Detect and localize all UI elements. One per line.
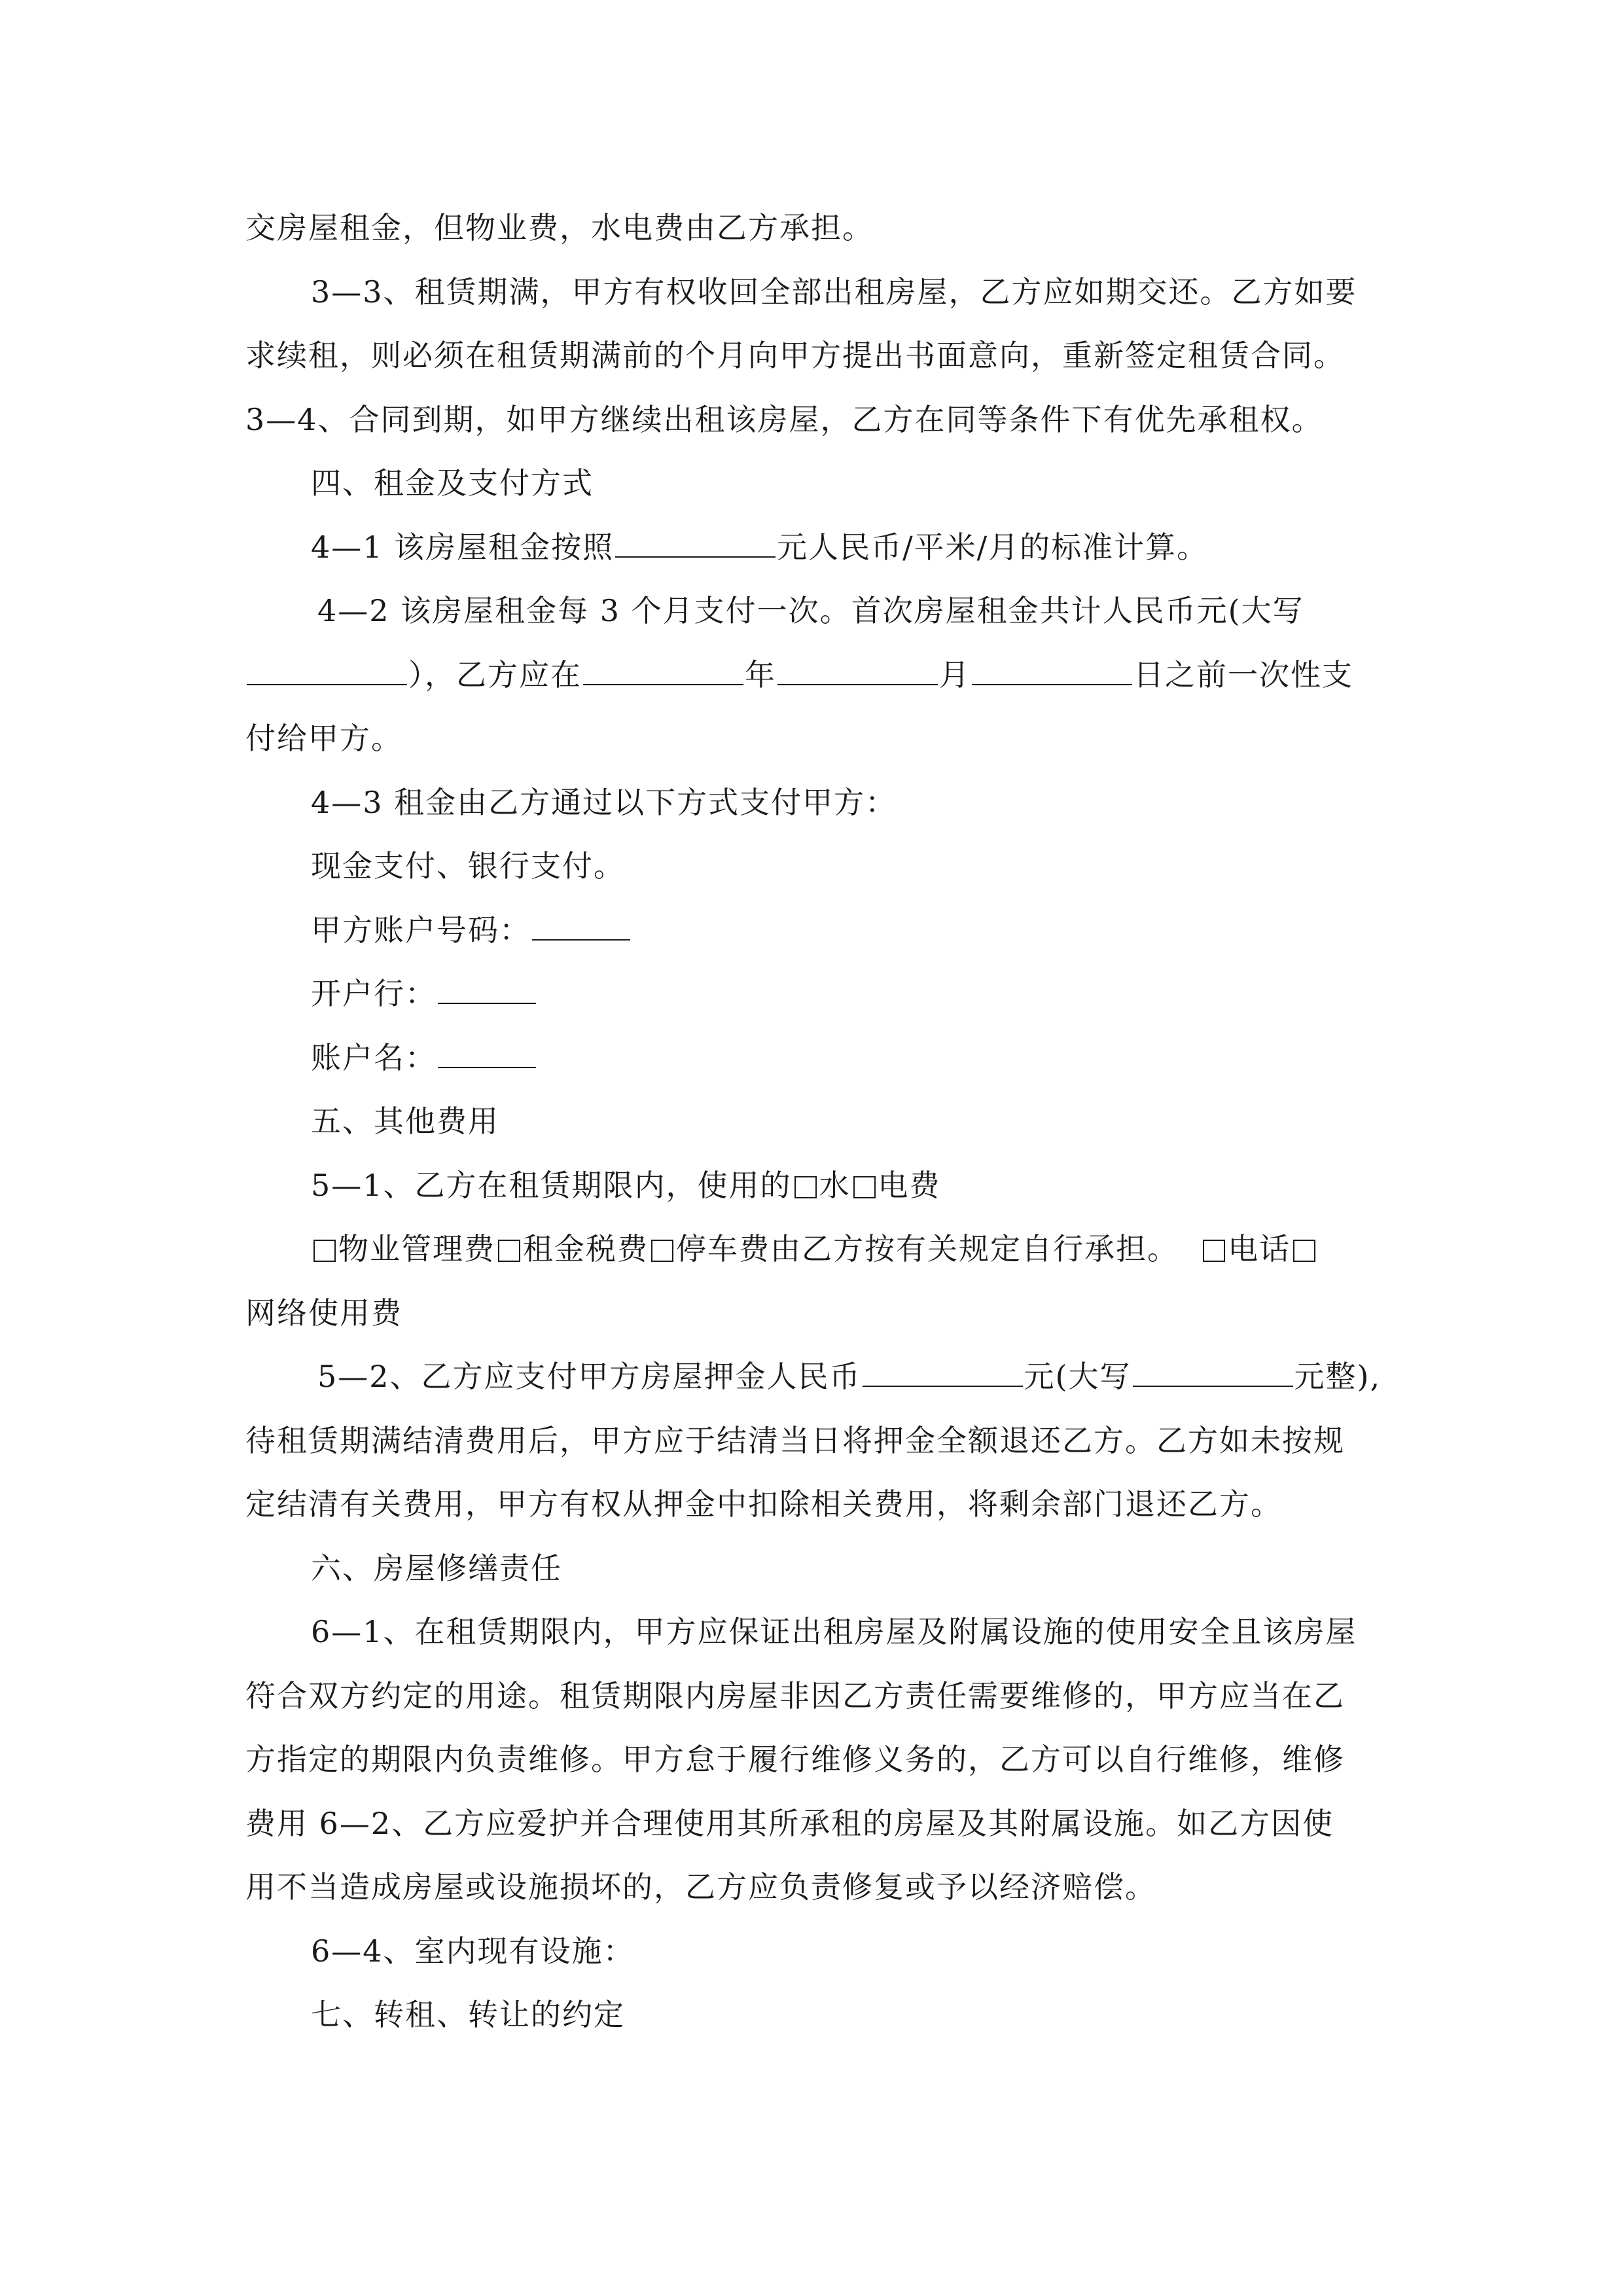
section-heading-5: 五、其他费用: [311, 1103, 499, 1139]
account-name-blank[interactable]: [438, 1035, 536, 1068]
clause-4-2: 4—2 该房屋租金每 3 个月支付一次。首次房屋租金共计人民币元(大写: [317, 593, 1304, 628]
section-heading-7: 七、转租、转让的约定: [311, 1997, 625, 2032]
parking-fee-checkbox[interactable]: [651, 1240, 673, 1262]
amount-uppercase-blank[interactable]: [247, 653, 407, 685]
property-fee-checkbox[interactable]: [313, 1240, 336, 1262]
text-line: 符合双方约定的用途。租赁期限内房屋非因乙方责任需要维修的，甲方应当在乙: [245, 1677, 1345, 1713]
clause-6-1: 6—1、在租赁期限内，甲方应保证出租房屋及附属设施的使用安全且该房屋: [311, 1614, 1357, 1649]
year-blank[interactable]: [583, 653, 743, 685]
network-checkbox[interactable]: [1293, 1240, 1315, 1262]
account-number-blank[interactable]: [532, 908, 630, 941]
water-checkbox[interactable]: [794, 1176, 817, 1198]
deposit-amount-blank[interactable]: [863, 1354, 1023, 1387]
text-line: 求续租，则必须在租赁期满前的个月向甲方提出书面意向，重新签定租赁合同。: [245, 338, 1345, 373]
document-body: [245, 196, 1382, 2047]
text-line: 用不当造成房屋或设施损坏的，乙方应负责修复或予以经济赔偿。: [245, 1869, 1156, 1905]
section-heading-4: 四、租金及支付方式: [311, 465, 594, 501]
clause-5-1: 5—1、乙方在租赁期限内，使用的 水 电费: [311, 1167, 941, 1203]
clause-5-2: 5—2、乙方应支付甲方房屋押金人民币 元(大写 元整),: [245, 1345, 1378, 1409]
phone-checkbox[interactable]: [1203, 1240, 1225, 1262]
bank-name-blank[interactable]: [438, 971, 536, 1004]
payment-methods: 现金支付、银行支付。: [311, 848, 625, 884]
account-number: 甲方账户号码：: [245, 899, 1378, 963]
bank-name: 开户行：: [245, 962, 1378, 1026]
deposit-uppercase-blank[interactable]: [1133, 1354, 1293, 1387]
day-blank[interactable]: [972, 653, 1132, 685]
rent-rate-blank[interactable]: [615, 525, 776, 558]
clause-3-4: 3—4、合同到期，如甲方继续出租该房屋，乙方在同等条件下有优先承租权。: [245, 401, 1323, 437]
clause-4-1: 4—1 该房屋租金按照 元人民币/平米/月的标准计算。: [245, 516, 1378, 580]
text-line: 方指定的期限内负责维修。甲方怠于履行维修义务的，乙方可以自行维修，维修: [245, 1742, 1345, 1777]
text-line: 网络使用费: [245, 1295, 402, 1331]
clause-4-3: 4—3 租金由乙方通过以下方式支付甲方：: [311, 784, 897, 820]
text-line: 付给甲方。: [245, 721, 402, 756]
text-line: 费用 6—2、乙方应爱护并合理使用其所承租的房屋及其附属设施。如乙方因使: [245, 1805, 1334, 1841]
text-line: ），乙方应在 年 月 日之前一次性支: [245, 643, 1378, 708]
text-line: 定结清有关费用，甲方有权从押金中扣除相关费用，将剩余部门退还乙方。: [245, 1486, 1282, 1522]
electricity-checkbox[interactable]: [853, 1176, 876, 1198]
month-blank[interactable]: [777, 653, 938, 685]
text-line: 待租赁期满结清费用后，甲方应于结清当日将押金全额退还乙方。乙方如未按规: [245, 1422, 1345, 1458]
rent-tax-checkbox[interactable]: [498, 1240, 520, 1262]
section-heading-6: 六、房屋修缮责任: [311, 1550, 562, 1586]
text-line: 物业管理费 租金税费 停车费由乙方按有关规定自行承担。 电话: [245, 1217, 1378, 1282]
clause-6-4: 6—4、室内现有设施：: [311, 1933, 635, 1969]
text-line: 交房屋租金，但物业费，水电费由乙方承担。: [245, 210, 874, 245]
account-name: 账户名：: [245, 1026, 1378, 1090]
clause-3-3: 3—3、租赁期满，甲方有权收回全部出租房屋，乙方应如期交还。乙方如要: [311, 274, 1357, 310]
